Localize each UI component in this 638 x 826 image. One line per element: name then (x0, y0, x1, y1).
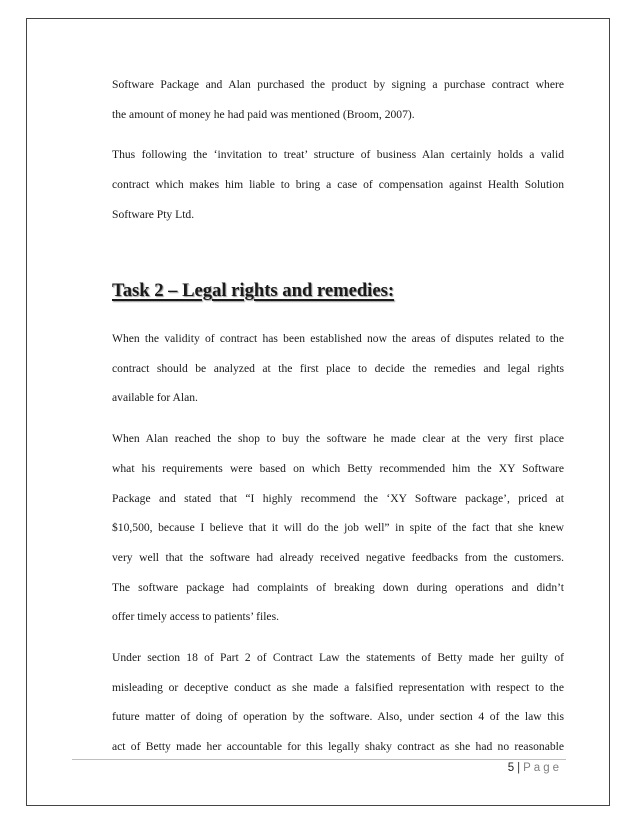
text-line: The software package had complaints of breaking down during operations and didn’t (112, 580, 564, 594)
text-line: offer timely access to patients’ files. (112, 610, 279, 624)
paragraph-1 (112, 70, 564, 129)
paragraph-4 (112, 424, 564, 632)
footer-separator: | (517, 762, 521, 774)
text-line: When Alan reached the shop to buy the software he made clear at the very first place (112, 432, 564, 446)
text-line: Under section 18 of Part 2 of Contract Law the statements of Betty made her guilty of (112, 651, 564, 665)
text-line: Package and stated that “I highly recommend the ‘XY Software package’, priced at (112, 491, 564, 505)
text-line: $10,500, because I believe that it will do the job well” in spite of the fact that she knew (112, 521, 564, 535)
page-number: 5 (507, 762, 515, 774)
text-line: Thus following the ‘invitation to treat’ structure of business Alan certainly holds a valid (112, 148, 564, 162)
text-line: misleading or deceptive conduct as she made a falsified representation with respect to the (112, 680, 564, 694)
text-line: contract which makes him liable to bring a case of compensation against Health Solution (112, 178, 564, 192)
text-line: available for Alan. (112, 391, 198, 405)
text-line: contract should be analyzed at the first place to decide the remedies and legal rights (112, 361, 564, 375)
text-line: When the validity of contract has been established now the areas of disputes related to the (112, 332, 564, 345)
text-line: act of Betty made her accountable for this legally shaky contract as she had no reasonable (112, 740, 564, 754)
page-footer (508, 762, 562, 774)
document-body-continued (112, 324, 564, 762)
page-label: Page (523, 762, 562, 774)
text-line: future matter of doing of operation by the software. Also, under section 4 of the law this (112, 710, 564, 724)
text-line: the amount of money he had paid was mentioned (Broom, 2007). (112, 107, 415, 121)
paragraph-5 (112, 643, 564, 762)
paragraph-2 (112, 140, 564, 229)
paragraph-3 (112, 324, 564, 413)
footer-divider (72, 759, 566, 760)
text-line: what his requirements were based on which Betty recommended him the XY Software (112, 461, 564, 475)
text-line: Software Pty Ltd. (112, 207, 195, 221)
document-body (112, 70, 564, 230)
section-heading: Task 2 – Legal rights and remedies: (112, 280, 395, 301)
text-line: Software Package and Alan purchased the product by signing a purchase contract where (112, 78, 564, 91)
text-line: very well that the software had already received negative feedbacks from the customers. (112, 550, 564, 564)
